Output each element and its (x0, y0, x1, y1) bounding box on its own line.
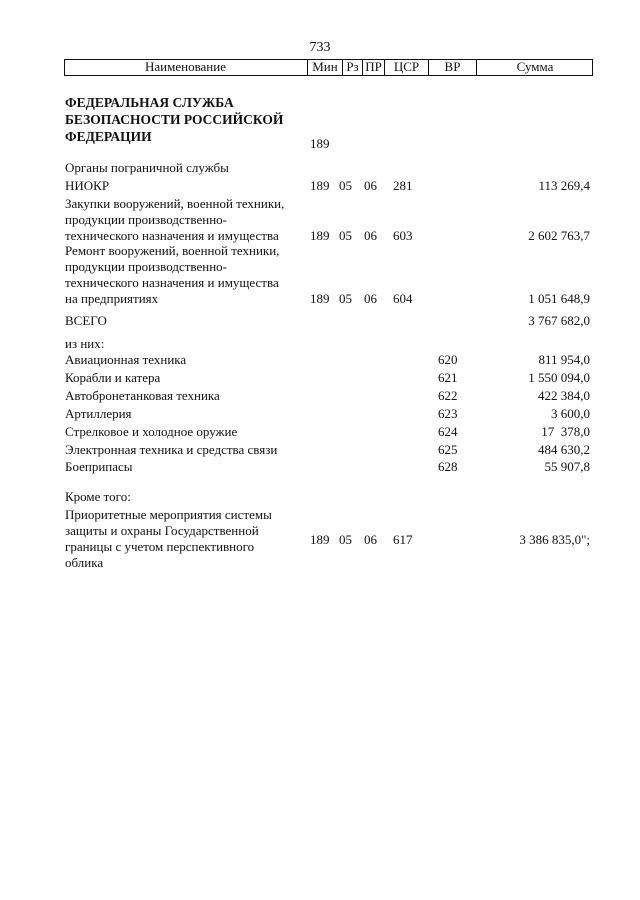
section-title (65, 94, 283, 145)
item-sum: 1 550 094,0 (528, 370, 590, 385)
page-number: 733 (309, 40, 331, 55)
section-title-line: БЕЗОПАСНОСТИ РОССИЙСКОЙ (65, 112, 284, 127)
item-sum: 3 600,0 (551, 406, 590, 421)
section-min: 189 (310, 136, 330, 151)
item-vr: 621 (438, 370, 458, 385)
header-pr: ПР (362, 59, 384, 76)
of-which-label: из них: (65, 336, 105, 351)
row-name-line: НИОКР (65, 178, 110, 193)
priority-min: 189 (310, 532, 330, 547)
total-label: ВСЕГО (65, 313, 107, 328)
item-name: Артиллерия (65, 406, 132, 421)
item-vr: 625 (438, 442, 458, 457)
total-sum: 3 767 682,0 (528, 313, 590, 328)
priority-name-line: границы с учетом перспективного (65, 539, 255, 554)
section-title-line: ФЕДЕРАЛЬНАЯ СЛУЖБА (65, 95, 234, 110)
row-name-line: Закупки вооружений, военной техники, (65, 196, 285, 211)
row-min: 189 (310, 178, 330, 193)
row-sum: 2 602 763,7 (528, 228, 590, 243)
row-sum: 1 051 648,9 (528, 291, 590, 306)
item-vr: 620 (438, 352, 458, 367)
row-min: 189 (310, 291, 330, 306)
item-sum: 811 954,0 (538, 352, 590, 367)
priority-pr: 06 (364, 532, 377, 547)
row-name-line: Ремонт вооружений, военной техники, (65, 243, 280, 258)
priority-sum: 3 386 835,0"; (519, 532, 590, 547)
item-sum: 55 907,8 (544, 459, 590, 474)
row-pr: 06 (364, 228, 377, 243)
item-name: Автобронетанковая техника (65, 388, 220, 403)
item-vr: 623 (438, 406, 458, 421)
item-vr: 622 (438, 388, 458, 403)
item-name: Корабли и катера (65, 370, 161, 385)
item-name: Авиационная техника (65, 352, 187, 367)
besides-label: Кроме того: (65, 489, 131, 504)
item-name: Электронная техника и средства связи (65, 442, 278, 457)
item-sum: 422 384,0 (538, 388, 590, 403)
row-pr: 06 (364, 291, 377, 306)
row-pr: 06 (364, 178, 377, 193)
priority-csr: 617 (393, 532, 413, 547)
row-name-line: на предприятиях (65, 291, 159, 306)
item-vr: 624 (438, 424, 458, 439)
header-vr: ВР (428, 59, 476, 76)
row-name-line: технического назначения и имущества (65, 228, 279, 243)
section-title-line: ФЕДЕРАЦИИ (65, 129, 152, 144)
priority-name-line: Приоритетные мероприятия системы (65, 507, 272, 522)
subsection-title: Органы пограничной службы (65, 160, 229, 175)
header-csr: ЦСР (384, 59, 428, 76)
row-name-line: продукции производственно- (65, 212, 227, 227)
row-rz: 05 (339, 178, 352, 193)
row-csr: 604 (393, 291, 413, 306)
header-min: Мин (307, 59, 342, 76)
priority-name-line: защиты и охраны Государственной (65, 523, 259, 538)
row-rz: 05 (339, 291, 352, 306)
header-name: Наименование (145, 59, 226, 74)
item-sum: 17 378,0 (541, 424, 590, 439)
header-rz: Рз (342, 59, 362, 76)
item-vr: 628 (438, 459, 458, 474)
row-name-line: продукции производственно- (65, 259, 227, 274)
row-sum: 113 269,4 (538, 178, 590, 193)
row-min: 189 (310, 228, 330, 243)
item-sum: 484 630,2 (538, 442, 590, 457)
row-name-line: технического назначения и имущества (65, 275, 279, 290)
priority-rz: 05 (339, 532, 352, 547)
row-csr: 603 (393, 228, 413, 243)
header-sum: Сумма (476, 59, 593, 76)
priority-name-line: облика (65, 555, 104, 570)
item-name: Боеприпасы (65, 459, 133, 474)
item-name: Стрелковое и холодное оружие (65, 424, 238, 439)
row-csr: 281 (393, 178, 413, 193)
row-rz: 05 (339, 228, 352, 243)
